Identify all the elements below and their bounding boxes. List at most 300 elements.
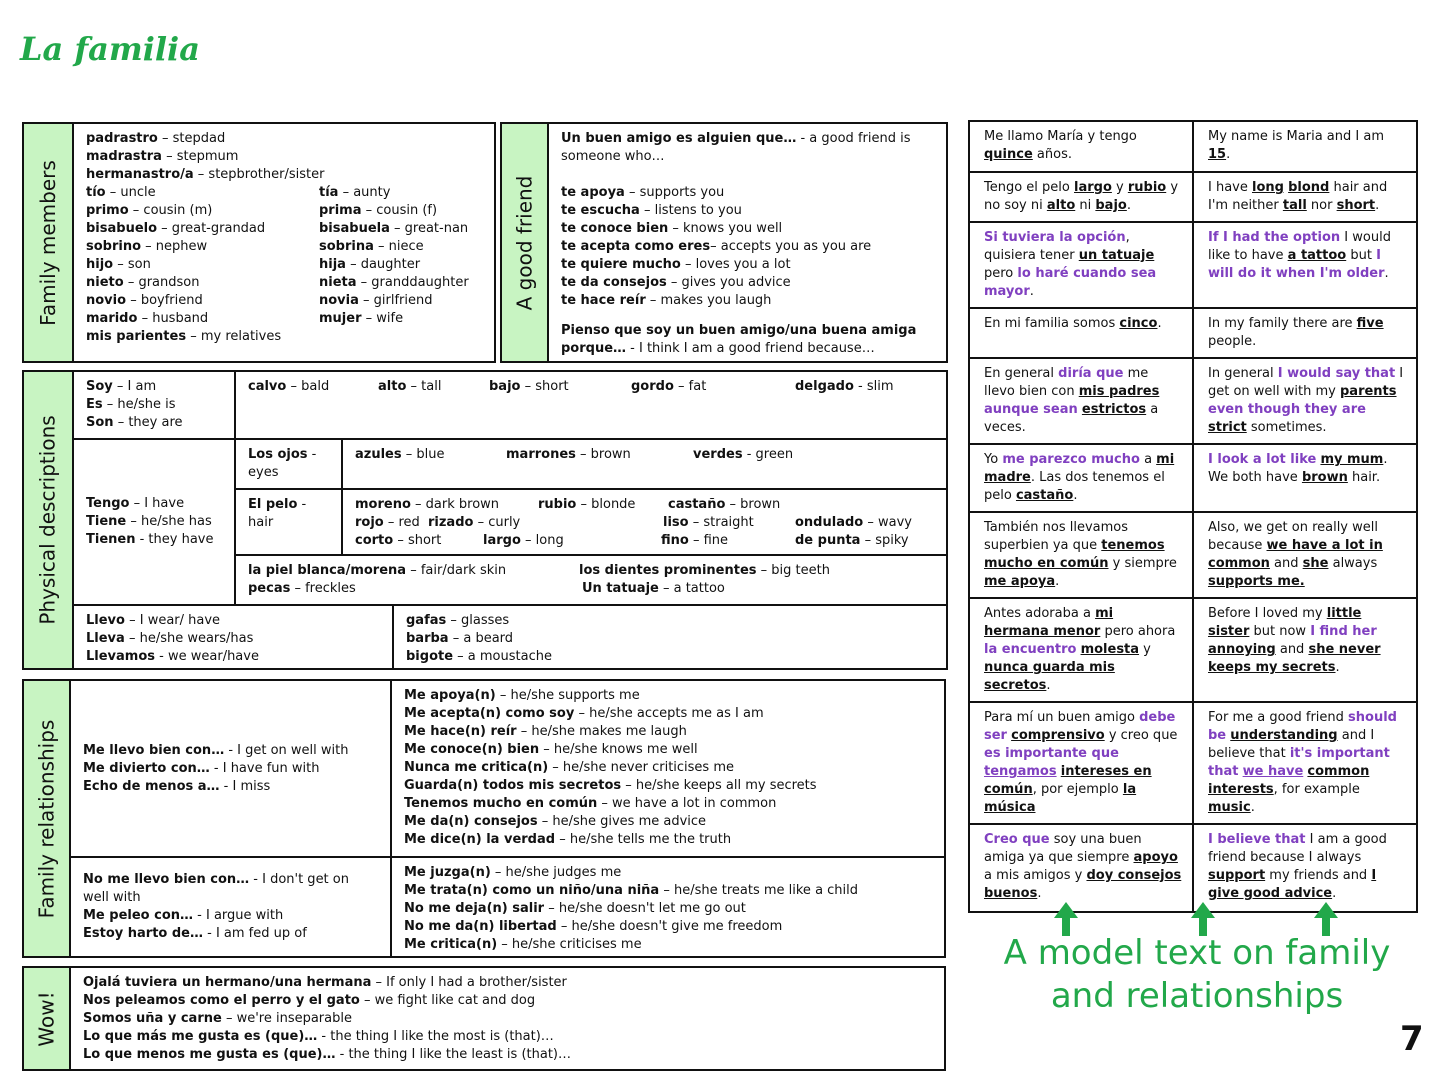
vocab-line: [86, 531, 222, 549]
model-row: [969, 172, 1417, 222]
english-gloss: – he/she doesn't give me freedom: [556, 919, 783, 934]
english-gloss: – stepbrother/sister: [193, 167, 325, 182]
sentence-segment: we have a lot in common: [1208, 538, 1383, 571]
sentence-segment: she: [1302, 556, 1329, 571]
model-row: [969, 121, 1417, 172]
english-gloss: – listens to you: [639, 203, 742, 218]
sentence-segment: .: [1250, 800, 1255, 815]
english-gloss: - I argue with: [193, 908, 284, 923]
vocab-entry: [319, 274, 469, 292]
spanish-term: hija: [319, 257, 346, 272]
negative-cell: [390, 856, 944, 956]
vocab-line: [561, 184, 934, 202]
sentence-segment: tengamos: [984, 764, 1057, 779]
vocab-line: [404, 864, 932, 882]
spanish-term: corto: [355, 533, 394, 548]
sentence-segment: me apoya: [984, 574, 1056, 589]
english-gloss: – aunty: [338, 185, 391, 200]
vocab-entry: [795, 532, 909, 550]
vocab-line: [83, 760, 378, 778]
english-sentence: [1193, 222, 1417, 308]
sentence-segment: .: [1332, 886, 1337, 901]
section-label: [24, 681, 71, 956]
sentence-segment: doy consejos buenos: [984, 868, 1182, 901]
section-label: [502, 124, 549, 361]
sentence-segment: annoying: [1208, 642, 1276, 657]
spanish-term: bisabuelo: [86, 221, 158, 236]
english-gloss: – he/she tells me the truth: [555, 832, 732, 847]
vocab-line: [248, 378, 934, 396]
spanish-term: Pienso que soy un buen amigo/una buena amiga porque…: [561, 323, 917, 356]
english-gloss: - the thing I like the most is (that)…: [317, 1029, 554, 1044]
vocab-line: [404, 900, 932, 918]
english-gloss: – stepdad: [157, 131, 226, 146]
vocab-entry: [538, 496, 635, 514]
sentence-segment: a mis amigos y: [984, 868, 1087, 883]
sentence-segment: mi madre: [984, 452, 1175, 485]
vocab-line: [86, 378, 222, 396]
sentence-segment: Si tuviera la opción: [984, 230, 1126, 245]
vocab-line: [86, 328, 482, 346]
sentence-segment: blond: [1288, 180, 1330, 195]
spanish-term: Llevamos: [86, 649, 156, 664]
sentence-segment: hair.: [1347, 470, 1381, 485]
vocab-line: [86, 148, 482, 166]
vocab-entry: [86, 415, 183, 430]
vocab-entry: [319, 184, 390, 202]
spanish-term: Me hace(n) reír: [404, 724, 517, 739]
vocab-entry: [86, 397, 176, 412]
english-gloss: - I think I am a good friend because…: [626, 341, 875, 356]
vocab-entry: [561, 221, 782, 236]
wow-label: Wow!: [34, 990, 59, 1047]
sentence-segment: .: [1375, 198, 1380, 213]
sentence-segment: even though they are: [1208, 402, 1366, 417]
vocab-entry: [86, 292, 203, 310]
vocab-line: [248, 580, 934, 598]
english-gloss: – nephew: [141, 239, 208, 254]
english-gloss: - eyes: [248, 447, 317, 480]
english-gloss: – he/she has: [126, 514, 212, 529]
vocab-entry: [693, 446, 793, 464]
english-sentence: [1193, 121, 1417, 172]
spanish-term: verdes: [693, 447, 743, 462]
spanish-term: Echo de menos a…: [83, 778, 220, 794]
sentence-segment: Yo: [984, 452, 1003, 467]
vocab-entry: [631, 378, 706, 396]
spanish-term: Lo que más me gusta es (que)…: [83, 1029, 318, 1044]
sentence-segment: I would say that: [1277, 366, 1396, 381]
vocab-entry: [248, 580, 356, 598]
vocab-line: [83, 1046, 932, 1064]
vocab-line: [248, 446, 329, 482]
sentence-segment: me parezco mucho: [1002, 452, 1140, 467]
sentence-segment: la encuentro: [984, 642, 1077, 657]
spanish-sentence: [969, 308, 1193, 358]
spanish-term: rizado: [428, 515, 474, 530]
english-gloss: – I wear/ have: [124, 613, 221, 628]
english-sentence: [1193, 172, 1417, 222]
sentence-segment: always: [1328, 556, 1378, 571]
english-gloss: – blue: [401, 447, 445, 462]
vocab-entry: [579, 562, 830, 580]
vocab-line: [86, 396, 222, 414]
vocab-line: [86, 292, 482, 310]
vocab-entry: [83, 1011, 352, 1026]
sentence-segment: a veces.: [984, 402, 1159, 435]
english-gloss: – I have: [129, 496, 185, 511]
sentence-segment: My name is Maria and I am: [1208, 129, 1384, 144]
english-gloss: – a beard: [448, 631, 514, 646]
vocab-entry: [83, 743, 349, 758]
english-gloss: – loves you a lot: [680, 257, 791, 272]
sentence-segment: , for example: [1273, 782, 1360, 797]
sentence-segment: apoyo: [1133, 850, 1178, 865]
spanish-term: Lo que menos me gusta es (que)…: [83, 1047, 336, 1062]
vocab-entry: [86, 514, 212, 529]
spanish-term: Tenemos mucho en común: [404, 796, 598, 811]
sentence-segment: support: [1208, 868, 1266, 883]
spanish-sentence: [969, 598, 1193, 702]
sentence-segment: common interests: [1208, 764, 1370, 797]
vocab-entry: [561, 203, 742, 218]
sentence-segment: soy una buen amiga ya que siempre: [984, 832, 1142, 865]
spanish-term: mujer: [319, 311, 362, 326]
spanish-term: gafas: [406, 613, 447, 628]
sentence-segment: .: [1157, 316, 1162, 331]
spanish-term: Lleva: [86, 631, 125, 646]
sentence-segment: .: [1226, 147, 1231, 162]
vocab-entry: [355, 514, 420, 532]
sentence-segment: bajo: [1095, 198, 1127, 213]
vocab-line: [83, 974, 932, 992]
spanish-term: largo: [483, 533, 521, 548]
spanish-term: fino: [661, 533, 689, 548]
english-gloss: – wife: [361, 311, 404, 326]
vocab-line: [406, 612, 934, 630]
sentence-segment: I have: [1208, 180, 1252, 195]
sentence-segment: understanding: [1230, 728, 1338, 743]
vocab-entry: [506, 446, 631, 464]
vocab-entry: [404, 778, 817, 793]
section-label: [24, 124, 74, 361]
vocab-entry: [406, 613, 509, 628]
english-gloss: – long: [520, 533, 564, 548]
sentence-segment: In general: [1208, 366, 1278, 381]
sentence-segment: a tattoo: [1287, 248, 1347, 263]
vocab-entry: [86, 613, 220, 628]
spanish-term: bajo: [489, 379, 521, 394]
sentence-segment: parents: [1340, 384, 1397, 399]
english-gloss: – dark brown: [410, 497, 500, 512]
up-arrow-icon: [1191, 902, 1215, 936]
spanish-term: nieta: [319, 275, 357, 290]
vocab-entry: [86, 532, 213, 547]
sentence-segment: rubio: [1127, 180, 1167, 195]
spanish-term: Son: [86, 415, 114, 430]
sentence-segment: .: [1126, 198, 1131, 213]
spanish-term: rubio: [538, 497, 577, 512]
spanish-term: gordo: [631, 379, 674, 394]
spanish-term: nieto: [86, 275, 124, 290]
english-gloss: – he/she gives me advice: [537, 814, 707, 829]
vocab-entry: [483, 532, 564, 550]
vocab-line: [561, 202, 934, 220]
sentence-segment: años.: [1032, 147, 1072, 162]
good-friend-label: A good friend: [512, 175, 537, 310]
spanish-sentence: [969, 702, 1193, 824]
english-gloss: - slim: [853, 379, 894, 394]
english-gloss: – girlfriend: [358, 293, 433, 308]
vocab-entry: [319, 310, 403, 328]
vocab-entry: [668, 496, 780, 514]
english-gloss: – great-grandad: [157, 221, 266, 236]
spanish-term: Los ojos: [248, 447, 308, 462]
sentence-segment: I find her: [1310, 624, 1377, 639]
sentence-segment: I would like to have: [1208, 230, 1391, 263]
vocab-line: [86, 513, 222, 531]
sentence-segment: I give good advice: [1208, 868, 1377, 901]
sentence-segment: should be: [1208, 710, 1397, 743]
sentence-segment: supports me.: [1208, 574, 1305, 589]
spanish-term: Soy: [86, 379, 113, 394]
spanish-term: la piel blanca/morena: [248, 563, 407, 578]
english-sentence: [1193, 598, 1417, 702]
vocab-line: [406, 630, 934, 648]
vocab-line: [86, 310, 482, 328]
spanish-term: Nunca me critica(n): [404, 760, 549, 775]
vocab-line: [404, 795, 932, 813]
vocab-entry: [319, 202, 437, 220]
sentence-segment: short: [1336, 198, 1376, 213]
spanish-sentence: [969, 358, 1193, 444]
sentence-segment: In my family there are: [1208, 316, 1357, 331]
sentence-segment: I believe that: [1208, 832, 1306, 847]
spanish-term: te apoya: [561, 185, 625, 200]
vocab-line: [355, 496, 934, 514]
sentence-segment: tenemos mucho en común: [984, 538, 1165, 571]
vocab-line: [83, 1010, 932, 1028]
vocab-entry: [83, 1029, 554, 1044]
vocab-line: [86, 630, 380, 648]
vocab-entry: [428, 514, 520, 532]
english-gloss: – grandson: [123, 275, 200, 290]
vocab-line: [86, 166, 482, 184]
vocab-entry: [355, 446, 444, 464]
spanish-term: Me llevo bien con…: [83, 742, 225, 758]
vocab-entry: [83, 761, 320, 776]
english-gloss: – short: [393, 533, 442, 548]
english-gloss: – he/she judges me: [490, 865, 622, 880]
spanish-term: Me conoce(n) bien: [404, 742, 540, 757]
spanish-term: alto: [378, 379, 407, 394]
page-title: La familia: [20, 30, 200, 68]
english-gloss: – freckles: [290, 581, 356, 596]
sentence-segment: Antes adoraba a: [984, 606, 1096, 621]
sentence-segment: molesta: [1080, 642, 1140, 657]
sentence-segment: my friends and: [1265, 868, 1372, 883]
vocab-entry: [83, 993, 535, 1008]
english-gloss: – he/she knows me well: [539, 742, 698, 757]
sentence-segment: people.: [1208, 334, 1257, 349]
english-gloss: – granddaughter: [356, 275, 469, 290]
english-gloss: – daughter: [345, 257, 421, 272]
sentence-segment: hair and I'm neither: [1208, 180, 1388, 213]
hair-label-cell: [234, 488, 341, 554]
vocab-line: [355, 532, 934, 550]
positive-intro-cell: [71, 681, 390, 856]
english-gloss: – stepmum: [161, 149, 239, 164]
english-gloss: – glasses: [446, 613, 510, 628]
vocab-entry: [248, 562, 506, 580]
english-gloss: – husband: [137, 311, 209, 326]
spanish-term: Me peleo con…: [83, 908, 194, 923]
sentence-segment: estrictos: [1081, 402, 1147, 417]
vocab-line: [561, 256, 934, 274]
sentence-segment: lo haré cuando sea mayor: [984, 266, 1157, 299]
sentence-segment: but now: [1249, 624, 1311, 639]
vocab-line: [404, 723, 932, 741]
vocab-entry: [404, 706, 764, 721]
sentence-segment: Also, we get on really well because: [1208, 520, 1378, 553]
english-gloss: – knows you well: [668, 221, 783, 236]
vocab-entry: [86, 328, 281, 346]
vocab-entry: [561, 131, 910, 164]
english-gloss: - I have fun with: [209, 760, 320, 776]
sentence-segment: a: [1139, 452, 1157, 467]
vocab-line: [83, 778, 378, 796]
english-gloss: – brown: [575, 447, 631, 462]
spanish-term: tío: [86, 185, 106, 200]
vocab-entry: [86, 496, 184, 511]
spanish-term: Estoy harto de…: [83, 926, 203, 941]
sentence-segment: I will do it when I'm older: [1208, 248, 1385, 281]
sentence-segment: .: [1037, 886, 1042, 901]
model-text-caption: [990, 932, 1404, 1018]
spanish-term: novio: [86, 293, 127, 308]
vocab-entry: [319, 256, 420, 274]
vocab-entry: [319, 292, 433, 310]
physical-descriptions-box: [22, 370, 948, 670]
vocab-entry: [83, 779, 270, 794]
english-gloss: - green: [742, 447, 794, 462]
english-gloss: – makes you laugh: [645, 293, 772, 308]
english-gloss: – we're inseparable: [221, 1011, 352, 1026]
vocab-line: [561, 220, 934, 238]
spanish-term: calvo: [248, 379, 287, 394]
spanish-term: pecas: [248, 581, 291, 596]
spanish-sentence: [969, 222, 1193, 308]
vocab-entry: [319, 238, 424, 256]
vocab-entry: [406, 631, 513, 646]
english-gloss: – I am: [112, 379, 157, 394]
sentence-segment: Me llamo María y tengo: [984, 129, 1137, 144]
english-gloss: – tall: [406, 379, 442, 394]
english-gloss: – big teeth: [756, 563, 830, 578]
spanish-term: padrastro: [86, 131, 158, 146]
vocab-entry: [355, 496, 499, 514]
model-text-table: [968, 120, 1418, 913]
spanish-term: Un buen amigo es alguien que…: [561, 131, 797, 146]
sentence-segment: . We both have: [1208, 452, 1388, 485]
page-number: 7: [1400, 1019, 1424, 1059]
vocab-entry: [248, 378, 329, 396]
sentence-segment: castaño: [1015, 488, 1074, 503]
english-sentence: [1193, 512, 1417, 598]
spanish-term: bisabuela: [319, 221, 390, 236]
spanish-term: Ojalá tuviera un hermano/una hermana: [83, 975, 372, 990]
sentence-segment: ni: [1075, 198, 1096, 213]
spanish-term: mis parientes: [86, 329, 187, 344]
vocab-line: [248, 562, 934, 580]
sentence-segment: mis padres: [1078, 384, 1160, 399]
vocab-entry: [561, 257, 791, 272]
vocab-line: [406, 648, 934, 666]
vocab-line: [86, 648, 380, 666]
vocab-line: [404, 705, 932, 723]
sentence-segment: largo: [1074, 180, 1112, 195]
english-gloss: - hair: [248, 497, 307, 530]
adjectives-cell: [234, 372, 946, 438]
spanish-term: Llevo: [86, 613, 125, 628]
model-row: [969, 512, 1417, 598]
good-friend-list: [561, 184, 934, 310]
spanish-term: sobrino: [86, 239, 142, 254]
sentence-segment: .: [1046, 678, 1051, 693]
english-gloss: – great-nan: [389, 221, 469, 236]
sentence-segment: y: [1139, 642, 1151, 657]
spanish-term: te acepta como eres: [561, 239, 711, 254]
spanish-term: te da consejos: [561, 275, 667, 290]
sentence-segment: strict: [1208, 420, 1247, 435]
caption-line: and relationships: [1050, 976, 1344, 1016]
english-gloss: - I get on well with: [224, 742, 349, 758]
model-row: [969, 824, 1417, 912]
sentence-segment: . Las dos tenemos el pelo: [984, 470, 1165, 503]
spanish-term: Me divierto con…: [83, 760, 210, 776]
vocab-line: [83, 992, 932, 1010]
sentence-segment: Tengo el pelo: [984, 180, 1074, 195]
accessories-cell: [392, 604, 946, 668]
vocab-line: [86, 414, 222, 432]
soy-cell: [74, 372, 234, 438]
vocab-line: [404, 831, 932, 849]
english-gloss: – he/she supports me: [495, 688, 640, 703]
english-gloss: – spiky: [860, 533, 909, 548]
english-sentence: [1193, 358, 1417, 444]
vocab-entry: [795, 514, 912, 532]
vocab-line: [83, 907, 378, 925]
vocab-line: [83, 871, 378, 907]
sentence-segment: aunque sean: [984, 402, 1078, 417]
english-gloss: – we fight like cat and dog: [359, 993, 536, 1008]
spanish-term: los dientes prominentes: [579, 563, 757, 578]
vocab-entry: [86, 202, 212, 220]
spanish-sentence: [969, 121, 1193, 172]
sentence-segment: .: [1384, 266, 1389, 281]
sentence-segment: mi hermana menor: [984, 606, 1114, 639]
vocab-entry: [86, 130, 225, 148]
sentence-segment: y: [1111, 180, 1128, 195]
spanish-term: madrastra: [86, 149, 162, 164]
vocab-entry: [663, 514, 754, 532]
vocab-entry: [404, 865, 621, 880]
spanish-term: Guarda(n) todos mis secretos: [404, 778, 622, 793]
english-gloss: – he/she makes me laugh: [516, 724, 687, 739]
spanish-term: tía: [319, 185, 339, 200]
vocab-line: [86, 238, 482, 256]
spanish-term: Tiene: [86, 514, 127, 529]
